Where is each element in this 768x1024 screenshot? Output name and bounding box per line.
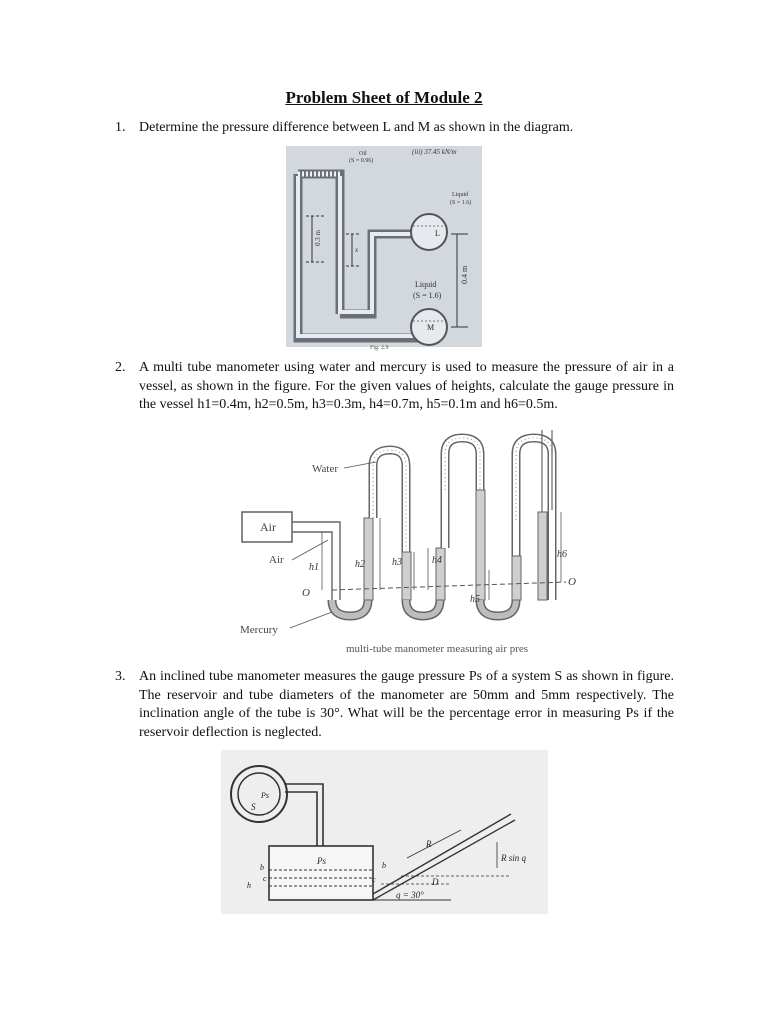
c-right-label: c [372,875,376,884]
figure-1-drawing [286,146,482,351]
datum-o-right: O [568,576,576,588]
reservoir [269,846,373,900]
figure-1-manometer [286,146,482,351]
point-m-label: M [427,323,435,332]
figure-3-drawing [221,750,548,914]
question-1 [115,119,639,138]
figure-2-drawing [236,430,594,655]
figure-2-caption: multi-tube manometer measuring air pres [346,643,529,655]
question-number: 3. [115,669,126,684]
c-left-label: c [263,874,267,883]
question-3 [115,668,674,742]
h2-label: h2 [355,559,365,570]
vessel-L [411,214,447,250]
mercury-label: Mercury [240,624,278,636]
liquid-label: Liquid [415,280,437,289]
ps-top-label: Ps [261,791,269,800]
question-number: 2. [115,360,126,375]
figure-3-inclined-manometer [221,750,548,914]
h5-label: h5 [470,594,480,605]
s-label: S [251,802,256,812]
d-label: D [432,877,439,887]
question-text: A multi tube manometer using water and mercury is used to measure the pressure of air in a vessel, as shown in the figure. For the given values of heights, calculate the gauge pressure in the vessel h1=0.4m, h2=0.5m, h3=0.3m, h4=0.7m, h5=0.1m and h6=0.5m. [139,360,674,412]
h6-label: h6 [557,549,567,560]
r-label: R [426,839,432,849]
dim-mid: x [355,246,359,254]
page-title: Problem Sheet of Module 2 [285,88,483,107]
air-box-label: Air [260,520,276,534]
question-2 [115,359,674,415]
dim-left: 0.3 m [314,230,322,246]
figure-2-multi-tube-manometer [236,430,594,655]
question-text: Determine the pressure difference between L and M as shown in the diagram. [139,120,574,135]
oil-label: Oil [359,151,367,157]
datum-o-left: O [302,587,310,599]
b-left-label: b [260,863,264,872]
h3-label: h3 [392,557,402,568]
h1-label: h1 [309,562,319,573]
liquid-gravity: (S = 1.6) [413,291,442,300]
liquid-top-gravity: (S = 1.6) [450,200,472,206]
ps-reservoir-label: Ps [317,856,326,866]
figure-1-caption: Fig. 2.9 [370,345,389,351]
question-number: 1. [115,120,126,135]
b-right-label: b [382,861,386,870]
liquid-top-label: Liquid [452,192,468,198]
oil-gravity: (S = 0.96) [349,158,374,164]
air-arrow-label: Air [269,554,284,566]
angle-label: q = 30° [396,890,424,900]
h4-label: h4 [432,555,442,566]
r-sin-label: R sin q [501,853,527,863]
corner-text: (iii) 37.45 kN/m [412,148,457,156]
h-label: h [247,881,251,890]
water-label: Water [312,463,338,475]
dim-right: 0.4 m [460,265,469,284]
point-l-label: L [435,229,440,238]
question-text: An inclined tube manometer measures the gauge pressure Ps of a system S as shown in figure. The reservoir and tube diameters of the manometer are 50mm and 5mm respectively. The inclination angle of the tube is 30°. What will be the percentage error in measuring Ps if the reservoir deflection is neglected. [139,669,674,740]
